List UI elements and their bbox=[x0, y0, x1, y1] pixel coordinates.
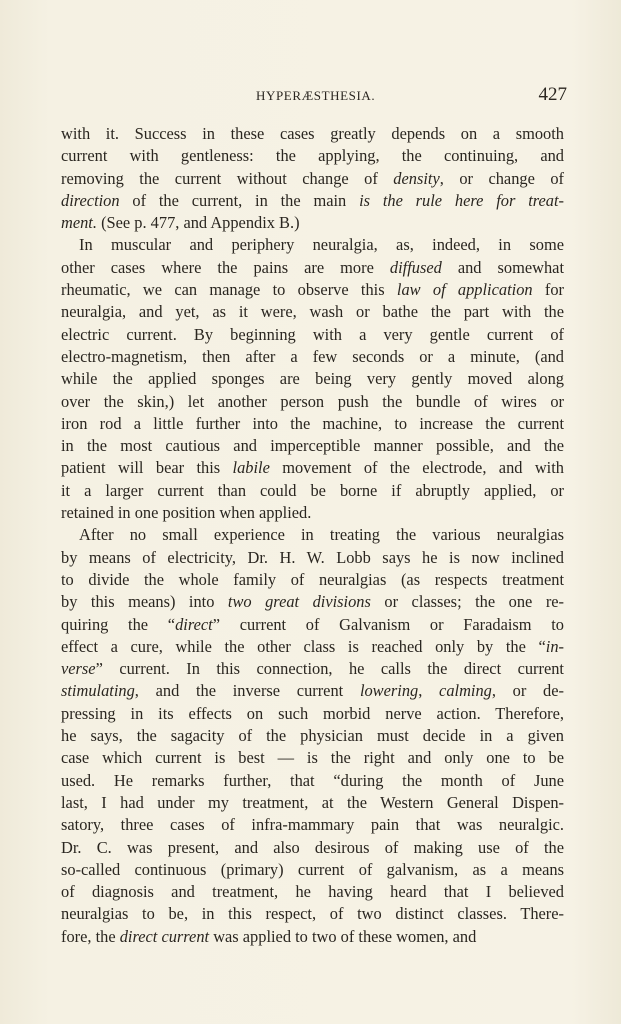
italic-text-run: is the rule here for treat- bbox=[359, 190, 565, 210]
text-run: other cases where the pains are more bbox=[61, 257, 390, 277]
text-run: so-called continuous (primary) current of galvanism, as a means bbox=[61, 859, 564, 879]
text-run: last, I had under my treatment, at the Western General Dispen- bbox=[61, 792, 564, 812]
text-line bbox=[61, 502, 564, 524]
text-run: movement of the electrode, and with bbox=[269, 458, 564, 478]
text-run: electric current. By beginning with a very gentle current of bbox=[61, 324, 564, 344]
italic-text-run: verse bbox=[61, 659, 96, 679]
text-run: neuralgias to be, in this respect, of two distinct classes. There- bbox=[61, 904, 564, 924]
text-line bbox=[61, 168, 564, 190]
text-run: In muscular and periphery neuralgia, as, indeed, in some bbox=[79, 235, 564, 255]
text-run: ” current. In this connection, he calls the direct current bbox=[95, 659, 564, 679]
italic-text-run: density bbox=[393, 168, 440, 188]
text-line bbox=[61, 391, 564, 413]
page-number: 427 bbox=[538, 84, 567, 105]
italic-text-run: labile bbox=[232, 458, 270, 478]
text-run: of diagnosis and treatment, he having heard that I believed bbox=[61, 882, 564, 902]
text-line bbox=[61, 368, 564, 390]
text-line bbox=[61, 837, 564, 859]
text-run: in the most cautious and imperceptible manner possible, and the bbox=[61, 436, 564, 456]
italic-text-run: diffused bbox=[389, 257, 442, 277]
text-run: while the applied sponges are being very gently moved along bbox=[61, 369, 564, 389]
text-run: neuralgia, and yet, as it were, wash or bathe the part with the bbox=[61, 302, 564, 322]
text-run: effect a cure, while the other class is reached only by the “ bbox=[61, 636, 546, 656]
text-run: electro-magnetism, then after a few seconds or a minute, (and bbox=[61, 346, 564, 366]
text-run: case which current is best — is the right and only one to be bbox=[61, 748, 564, 768]
text-line bbox=[61, 346, 564, 368]
italic-text-run: direct current bbox=[119, 926, 210, 946]
text-run: ” current of Galvanism or Faradaism to bbox=[212, 614, 564, 634]
italic-text-run: in- bbox=[545, 636, 564, 656]
text-run: or classes; the one re- bbox=[370, 592, 565, 612]
body-text bbox=[61, 123, 564, 948]
text-run: Dr. C. was present, and also desirous of making use of the bbox=[61, 837, 564, 857]
running-title: HYPERÆSTHESIA. bbox=[256, 88, 376, 103]
text-line bbox=[61, 725, 564, 747]
paragraph-3 bbox=[61, 524, 564, 948]
italic-text-run: calming bbox=[439, 681, 492, 701]
text-run: , and the inverse current bbox=[134, 681, 360, 701]
italic-text-run: ment. bbox=[61, 213, 97, 233]
text-line bbox=[61, 680, 564, 702]
text-run: current with gentleness: the applying, the continuing, and bbox=[61, 146, 564, 166]
text-line bbox=[61, 747, 564, 769]
text-run: used. He remarks further, that “during the month of June bbox=[61, 770, 564, 790]
text-run: over the skin,) let another person push the bundle of wires or bbox=[61, 391, 564, 411]
text-line bbox=[61, 324, 564, 346]
italic-text-run: lowering bbox=[359, 681, 419, 701]
text-run: (See p. 477, and Appendix B.) bbox=[96, 213, 300, 233]
text-run: pressing in its effects on such morbid nerve action. Therefore, bbox=[61, 703, 564, 723]
text-line bbox=[61, 301, 564, 323]
text-run: it a larger current than could be borne if abruptly applied, or bbox=[61, 480, 564, 500]
text-run: , bbox=[418, 681, 440, 701]
text-line bbox=[61, 658, 564, 680]
text-run: and somewhat bbox=[441, 257, 564, 277]
text-run: , or de- bbox=[491, 681, 564, 701]
text-run: for bbox=[532, 280, 564, 300]
text-line bbox=[61, 881, 564, 903]
text-line bbox=[61, 212, 564, 234]
text-line bbox=[61, 547, 564, 569]
text-line bbox=[61, 903, 564, 925]
text-line bbox=[61, 435, 564, 457]
text-run: rheumatic, we can manage to observe this bbox=[61, 280, 397, 300]
text-line bbox=[61, 190, 564, 212]
italic-text-run: law of application bbox=[396, 280, 533, 300]
text-run: quiring the “ bbox=[61, 614, 176, 634]
italic-text-run: stimulating bbox=[61, 681, 135, 701]
text-run: patient will bear this bbox=[61, 458, 233, 478]
italic-text-run: direct bbox=[175, 614, 213, 634]
text-run: iron rod a little further into the machine, to increase the current bbox=[61, 413, 564, 433]
text-run: with it. Success in these cases greatly depends on a smooth bbox=[61, 124, 564, 143]
text-line bbox=[61, 279, 564, 301]
text-run: of the current, in the main bbox=[119, 190, 360, 210]
text-line bbox=[61, 234, 564, 256]
text-line bbox=[61, 792, 564, 814]
text-line bbox=[61, 413, 564, 435]
text-line bbox=[61, 926, 564, 948]
text-line bbox=[61, 569, 564, 591]
text-run: , or change of bbox=[439, 168, 564, 188]
text-line bbox=[61, 614, 564, 636]
text-line bbox=[61, 636, 564, 658]
text-run: removing the current without change of bbox=[61, 168, 394, 188]
text-line bbox=[61, 257, 564, 279]
paragraph-2 bbox=[61, 234, 564, 524]
italic-text-run: two great divisions bbox=[227, 592, 371, 612]
text-line bbox=[61, 703, 564, 725]
text-line bbox=[61, 814, 564, 836]
text-run: he says, the sagacity of the physician must decide in a given bbox=[61, 726, 564, 746]
text-run: by means of electricity, Dr. H. W. Lobb says he is now inclined bbox=[61, 547, 564, 567]
text-run: was applied to two of these women, and bbox=[209, 926, 477, 946]
text-line bbox=[61, 859, 564, 881]
text-line bbox=[61, 770, 564, 792]
text-run: retained in one position when applied. bbox=[61, 503, 312, 523]
text-line bbox=[61, 480, 564, 502]
text-line bbox=[61, 145, 564, 167]
running-head bbox=[62, 84, 568, 106]
text-line bbox=[61, 524, 564, 546]
text-run: fore, the bbox=[61, 926, 120, 946]
text-line bbox=[61, 591, 564, 613]
paragraph-1 bbox=[61, 123, 564, 234]
text-line bbox=[61, 457, 564, 479]
text-run: to divide the whole family of neuralgias (as respects treatment bbox=[61, 569, 564, 589]
italic-text-run: direction bbox=[61, 190, 120, 210]
text-line bbox=[61, 123, 564, 145]
text-run: After no small experience in treating the various neuralgias bbox=[79, 525, 564, 545]
text-run: satory, three cases of infra-mammary pain that was neuralgic. bbox=[61, 815, 564, 835]
text-run: by this means) into bbox=[61, 592, 228, 612]
